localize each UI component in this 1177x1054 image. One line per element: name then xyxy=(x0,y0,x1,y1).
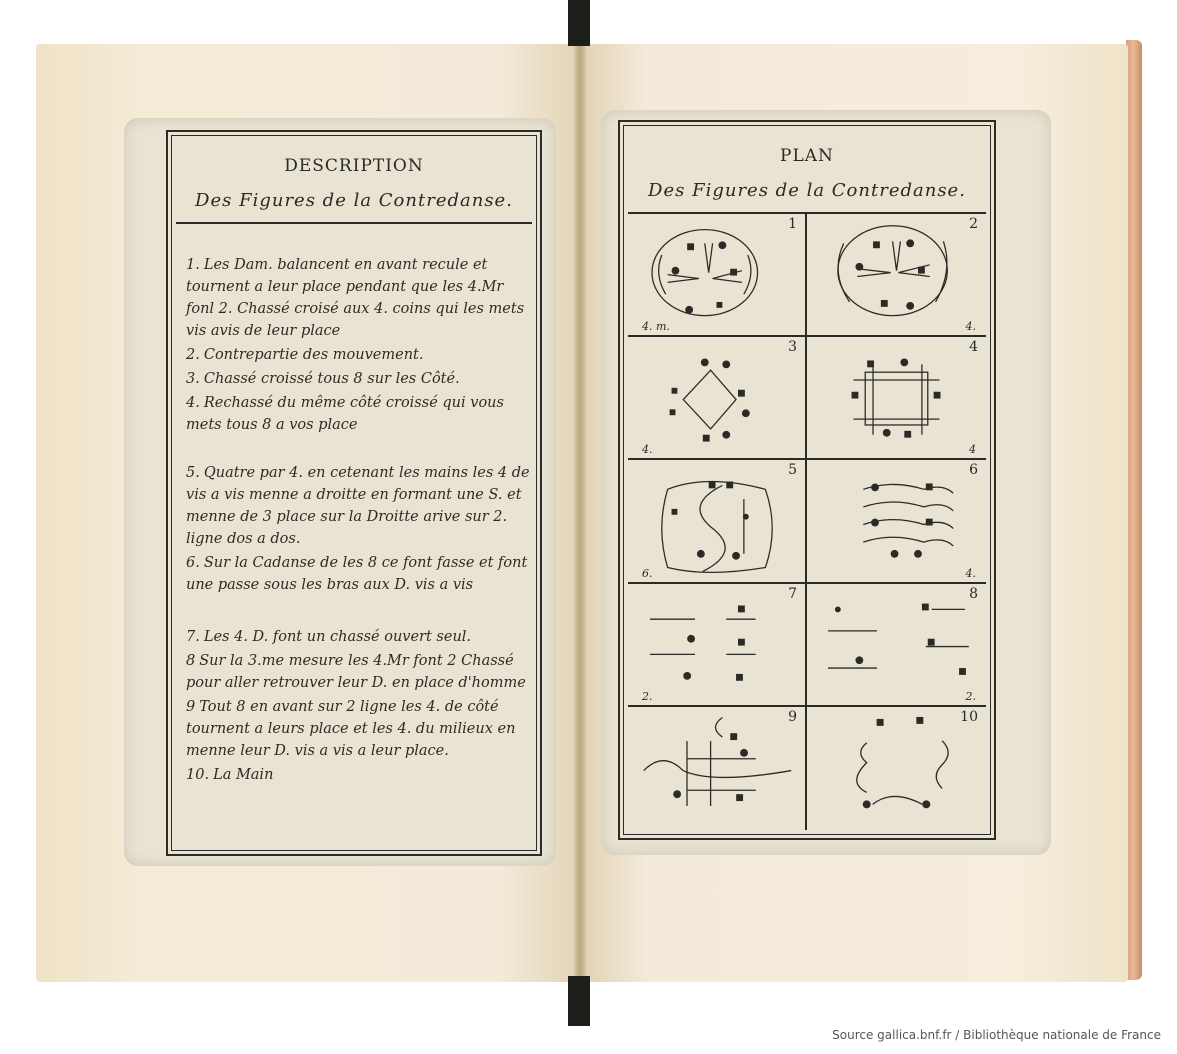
figure-number: 3 xyxy=(788,339,797,356)
plan-frame xyxy=(618,120,996,840)
figure-diagram-9 xyxy=(628,707,805,830)
figure-corner-label: 6. xyxy=(642,566,653,580)
figure-cell-5 xyxy=(628,460,807,583)
figure-cell-1 xyxy=(628,214,807,337)
plan-heading xyxy=(628,130,986,214)
figure-number: 4 xyxy=(969,339,978,356)
figure-cell-8 xyxy=(807,584,986,707)
figure-corner-label: 2. xyxy=(965,689,976,703)
figure-cell-7 xyxy=(628,584,807,707)
figure-number: 10 xyxy=(960,708,978,725)
figure-cell-6 xyxy=(807,460,986,583)
figure-cell-2 xyxy=(807,214,986,337)
figure-grid xyxy=(628,214,986,830)
description-frame xyxy=(166,130,542,856)
figure-diagram-3 xyxy=(628,337,805,458)
figure-number: 2 xyxy=(969,216,978,232)
figure-cell-3 xyxy=(628,337,807,460)
plan-subtitle: Des Figures de la Contredanse. xyxy=(648,180,966,201)
figure-corner-label: 2. xyxy=(642,689,653,703)
book-edge xyxy=(1126,40,1142,980)
figure-diagram-10 xyxy=(807,707,986,830)
figure-number: 6 xyxy=(969,462,978,479)
bookmark-ribbon-bottom xyxy=(568,976,590,1026)
list-item: 9 Tout 8 en avant sur 2 ligne les 4. de côté tournent a leurs place et les 4. du milieux en menne leur D. vis a vis a leur place. xyxy=(186,699,516,759)
figure-diagram-6 xyxy=(807,460,986,581)
figure-diagram-7 xyxy=(628,584,805,705)
list-item: 2. Contrepartie des mouvement. xyxy=(186,347,424,363)
figure-diagram-5 xyxy=(628,460,805,581)
figure-number: 7 xyxy=(788,585,797,602)
figure-corner-label: 4 xyxy=(969,443,976,457)
figure-diagram-8 xyxy=(807,584,986,705)
figure-number: 8 xyxy=(969,585,978,602)
list-item: 6. Sur la Cadanse de les 8 ce font fasse et font une passe sous les bras aux D. vis a vis xyxy=(186,555,528,593)
list-item: 5. Quatre par 4. en cetenant les mains les 4 de vis a vis menne a droitte en formant une S. et menne de 3 place sur la Droitte arive sur 2. ligne dos a dos. xyxy=(186,465,530,547)
figure-cell-10 xyxy=(807,707,986,830)
list-item: 4. Rechassé du même côté croissé qui vous mets tous 8 a vos place xyxy=(186,395,504,433)
figure-number: 9 xyxy=(788,708,797,725)
description-list xyxy=(186,254,530,788)
figure-diagram-2 xyxy=(807,214,986,335)
plan-title: PLAN xyxy=(780,146,834,166)
figure-corner-label: 4. m. xyxy=(642,320,670,334)
figure-corner-label: 4. xyxy=(965,320,976,334)
list-item: 8 Sur la 3.me mesure les 4.Mr font 2 Chassé pour aller retrouver leur D. en place d'homme xyxy=(186,653,526,691)
figure-diagram-1 xyxy=(628,214,805,335)
description-subtitle: Des Figures de la Contredanse. xyxy=(195,190,513,211)
description-heading xyxy=(176,140,532,224)
figure-cell-9 xyxy=(628,707,807,830)
figure-number: 1 xyxy=(788,216,797,232)
source-credit: Source gallica.bnf.fr / Bibliothèque nationale de France xyxy=(832,1028,1161,1042)
figure-corner-label: 4. xyxy=(965,566,976,580)
figure-cell-4 xyxy=(807,337,986,460)
figure-diagram-4 xyxy=(807,337,986,458)
figure-corner-label: 4. xyxy=(642,443,653,457)
book-gutter xyxy=(574,44,586,982)
figure-number: 5 xyxy=(788,462,797,479)
list-item: 1. Les Dam. balancent en avant recule et tournent a leur place pendant que les 4.Mr fonl 2. Chassé croisé aux 4. coins qui les mets vis avis de leur place xyxy=(186,257,525,339)
list-item: 3. Chassé croissé tous 8 sur les Côté. xyxy=(186,371,460,387)
list-item: 10. La Main xyxy=(186,767,274,783)
list-item: 7. Les 4. D. font un chassé ouvert seul. xyxy=(186,629,472,645)
description-title: DESCRIPTION xyxy=(284,156,424,176)
bookmark-ribbon-top xyxy=(568,0,590,46)
